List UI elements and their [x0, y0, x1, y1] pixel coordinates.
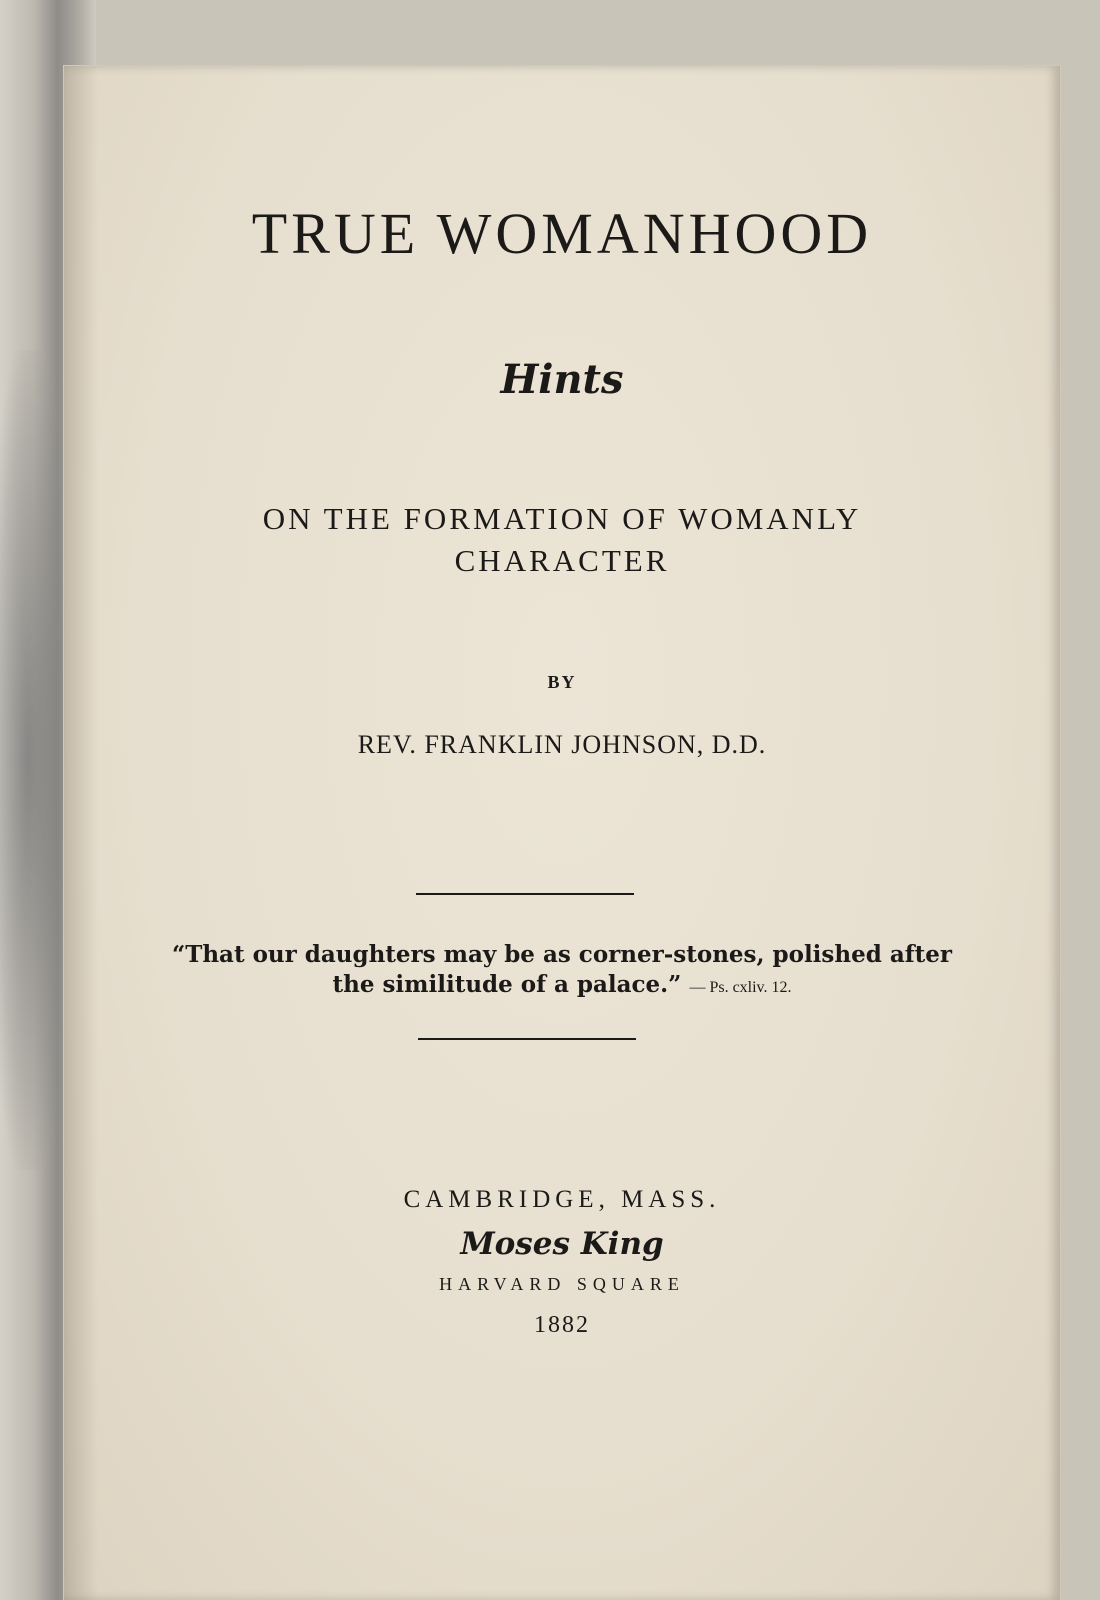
- title-page: [64, 66, 1060, 1600]
- epigraph-text-2: the similitude of a palace.”: [332, 971, 682, 998]
- subtitle-hints: Hints: [500, 356, 624, 403]
- epigraph-citation: — Ps. cxliv. 12.: [689, 979, 792, 996]
- by-line: BY: [547, 672, 577, 692]
- imprint-city: CAMBRIDGE, MASS.: [403, 1186, 721, 1213]
- page-gutter-shading: [64, 66, 98, 1600]
- subtitle-line-1: ON THE FORMATION OF WOMANLY: [262, 501, 862, 536]
- subtitle-line-2: CHARACTER: [454, 543, 670, 578]
- book-title: TRUE WOMANHOOD: [251, 201, 873, 266]
- subtitle: [64, 498, 1060, 582]
- imprint-year: 1882: [534, 1312, 590, 1338]
- epigraph-line-1: “That our daughters may be as corner-stones, polished after: [171, 941, 952, 968]
- imprint-place: HARVARD SQUARE: [439, 1274, 685, 1294]
- rule-bottom: [418, 1038, 636, 1040]
- epigraph: [64, 940, 1060, 1003]
- imprint-publisher: Moses King: [460, 1226, 664, 1262]
- rule-top: [416, 893, 634, 895]
- author-name: REV. FRANKLIN JOHNSON, D.D.: [357, 730, 767, 759]
- flyleaf-shadow: [0, 350, 70, 1170]
- epigraph-line-2: [64, 970, 1060, 1003]
